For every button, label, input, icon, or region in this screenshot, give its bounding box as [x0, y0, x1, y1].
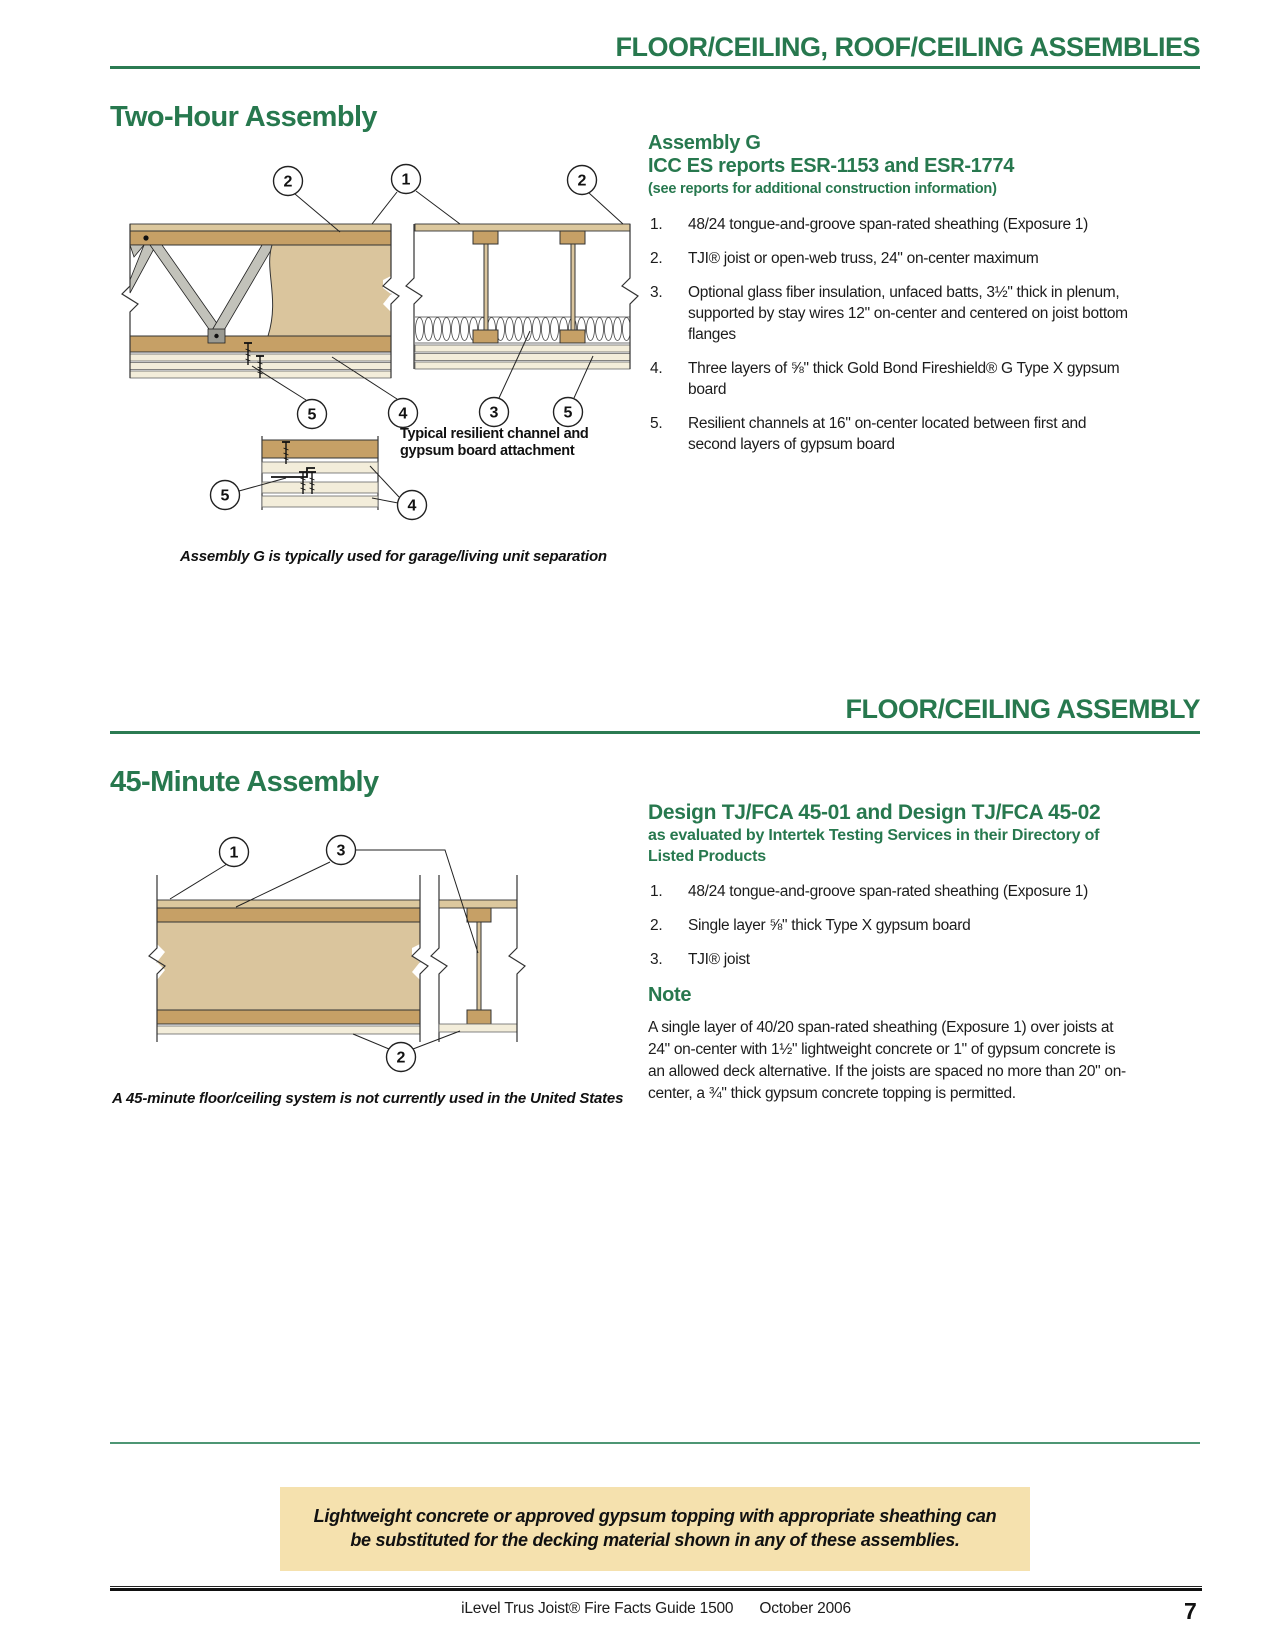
svg-text:1: 1	[229, 844, 239, 862]
spec-list	[648, 881, 1130, 970]
list-item: 5. Resilient channels at 16" on-center located between first and second layers of gypsum board	[650, 415, 1087, 453]
green-divider-rule	[110, 1442, 1200, 1444]
callout-1	[220, 838, 249, 867]
callout-top-middle-1	[392, 165, 421, 194]
list-item: 1. 48/24 tongue-and-groove span-rated sheathing (Exposure 1)	[650, 883, 1088, 900]
list-item: 3. TJI® joist	[650, 951, 750, 968]
highlight-box	[280, 1487, 1030, 1571]
footer-doc-title: iLevel Trus Joist® Fire Facts Guide 1500	[461, 1600, 734, 1617]
svg-text:3: 3	[336, 842, 346, 860]
resilient-channel-detail	[211, 436, 427, 520]
list-item: 2. TJI® joist or open-web truss, 24" on-center maximum	[650, 250, 1039, 267]
callout-top-right-2	[568, 166, 597, 195]
forty-five-diagram	[100, 820, 540, 1090]
page-number: 7	[1184, 1598, 1197, 1624]
svg-text:2: 2	[396, 1049, 406, 1067]
callout-2	[387, 1043, 416, 1072]
list-item: 4. Three layers of ⅝" thick Gold Bond Fireshield® G Type X gypsum board	[650, 360, 1120, 398]
highlight-box-line1: Lightweight concrete or approved gypsum topping with appropriate sheathing can	[313, 1506, 997, 1526]
svg-text:2: 2	[283, 173, 293, 191]
spec-title: Assembly G	[648, 132, 761, 154]
svg-text:5: 5	[307, 406, 317, 424]
page-header-title: FLOOR/CEILING, ROOF/CEILING ASSEMBLIES	[615, 32, 1200, 62]
note-text: A single layer of 40/20 span-rated sheathing (Exposure 1) over joists at 24" on-center with 1½" lightweight concrete or 1" of gypsum concrete is an allowed deck alternative. If the joists are spaced no more than 20" on-center, a ¾" thick gypsum concrete topping is permitted.	[648, 1019, 1126, 1102]
svg-text:1: 1	[401, 171, 411, 189]
forty-five-caption: A 45-minute floor/ceiling system is not currently used in the United States	[112, 1090, 624, 1107]
side-view-section	[149, 875, 428, 1042]
list-item: 1. 48/24 tongue-and-groove span-rated sheathing (Exposure 1)	[650, 216, 1088, 233]
detail-label: Typical resilient channel and gypsum board attachment	[400, 426, 589, 459]
end-view-section	[431, 875, 525, 1042]
footer	[110, 1600, 1202, 1618]
svg-text:4: 4	[407, 497, 417, 515]
callout-top-left-2	[274, 167, 303, 196]
svg-text:2: 2	[577, 172, 587, 190]
svg-text:5: 5	[220, 487, 230, 505]
footer-rule	[110, 1586, 1202, 1591]
forty-five-heading: 45-Minute Assembly	[110, 766, 379, 798]
spec-list	[648, 214, 1130, 455]
spec-subtitle: as evaluated by Intertek Testing Services in their Directory of Listed Products	[648, 827, 1100, 865]
list-item: 3. Optional glass fiber insulation, unfaced batts, 3½" thick in plenum, supported by stay wires 12" on-center and centered on joist bottom flanges	[650, 284, 1128, 343]
assembly-g-spec	[648, 131, 1130, 468]
floor-ceiling-assembly-title: FLOOR/CEILING ASSEMBLY	[845, 694, 1200, 724]
callout-detail-5	[211, 481, 240, 510]
section-divider-rule	[110, 731, 1200, 734]
two-hour-caption: Assembly G is typically used for garage/living unit separation	[180, 548, 607, 565]
spec-reports-note: (see reports for additional construction information)	[648, 181, 997, 197]
highlight-box-line2: be substituted for the decking material shown in any of these assemblies.	[350, 1530, 960, 1550]
forty-five-diagram-drawing	[100, 820, 540, 1090]
spec-title: Design TJ/FCA 45-01 and Design TJ/FCA 45-02	[648, 801, 1101, 824]
callout-bottom-5b	[554, 398, 583, 427]
callout-bottom-4	[389, 399, 418, 428]
spec-reports-line: ICC ES reports ESR-1153 and ESR-1774	[648, 155, 1015, 177]
callout-3	[327, 836, 356, 865]
svg-text:4: 4	[398, 405, 408, 423]
callout-detail-4	[398, 491, 427, 520]
note-title: Note	[648, 984, 692, 1006]
side-view-section	[122, 224, 399, 378]
two-hour-diagram-drawing	[100, 160, 645, 525]
insulation-batts	[415, 317, 630, 343]
list-item: 2. Single layer ⅝" thick Type X gypsum board	[650, 917, 971, 934]
svg-text:5: 5	[563, 404, 573, 422]
svg-text:3: 3	[489, 404, 499, 422]
design-spec	[648, 800, 1130, 1105]
header-rule	[110, 66, 1200, 69]
callout-bottom-5a	[298, 400, 327, 429]
footer-date: October 2006	[759, 1600, 851, 1617]
two-hour-heading: Two-Hour Assembly	[110, 101, 377, 133]
callout-bottom-3	[480, 398, 509, 427]
two-hour-diagram	[100, 160, 645, 525]
